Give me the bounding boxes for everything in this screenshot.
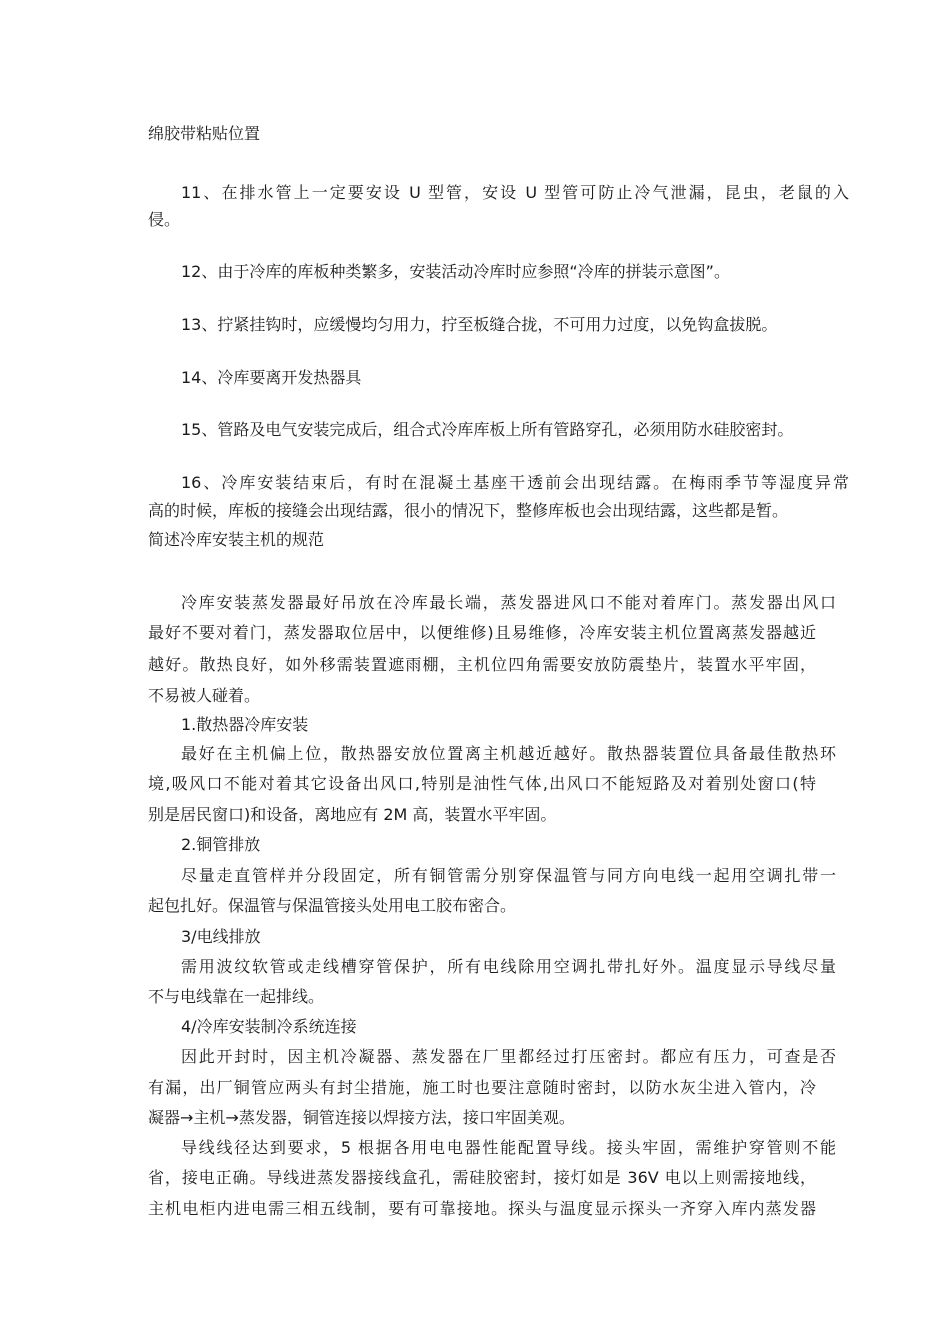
item-13: 13、拧紧挂钩时，应缓慢均匀用力，拧至板缝合拢，不可用力过度，以免钩盒拔脱。 xyxy=(181,315,778,334)
section-5-line-2: 省，接电正确。导线进蒸发器接线盒孔，需硅胶密封，接灯如是 36V 电以上则需接地线， xyxy=(148,1168,816,1187)
section-1-line-3: 别是居民窗口)和设备，离地应有 2M 高，装置水平牢固。 xyxy=(148,805,557,824)
section-2-line-2: 起包扎好。保温管与保温管接头处用电工胶布密合。 xyxy=(148,896,517,915)
section-4-line-3: 凝器→主机→蒸发器，铜管连接以焊接方法，接口牢固美观。 xyxy=(148,1108,575,1127)
intro-line-1: 冷库安装蒸发器最好吊放在冷库最长端，蒸发器进风口不能对着库门。蒸发器出风口 xyxy=(181,593,836,612)
item-12: 12、由于冷库的库板种类繁多，安装活动冷库时应参照“冷库的拼装示意图”。 xyxy=(181,262,730,281)
section-4-line-1: 因此开封时，因主机冷凝器、蒸发器在厂里都经过打压密封。都应有压力，可查是否 xyxy=(181,1047,836,1066)
section-2-title: 2.铜管排放 xyxy=(181,835,261,854)
section-5-line-3: 主机电柜内进电需三相五线制，要有可靠接地。探头与温度显示探头一齐穿入库内蒸发器 xyxy=(148,1199,816,1218)
section-1-line-1: 最好在主机偏上位，散热器安放位置离主机越近越好。散热器装置位具备最佳散热环 xyxy=(181,744,836,763)
section-5-line-1: 导线线径达到要求，5 根据各用电电器性能配置导线。接头牢固，需维护穿管则不能 xyxy=(181,1138,836,1157)
section-4-title: 4/冷库安装制冷系统连接 xyxy=(181,1017,357,1036)
heading-top: 绵胶带粘贴位置 xyxy=(148,124,261,143)
section-3-title: 3/电线排放 xyxy=(181,927,261,946)
item-11-line-2: 侵。 xyxy=(148,210,181,229)
section-1-line-2: 境,吸风口不能对着其它设备出风口,特别是油性气体,出风口不能短路及对着别处窗口(特 xyxy=(148,774,816,793)
item-11-line-1: 11、在排水管上一定要安设 U 型管，安设 U 型管可防止冷气泄漏，昆虫，老鼠的入 xyxy=(181,183,849,202)
section-3-line-1: 需用波纹软管或走线槽穿管保护，所有电线除用空调扎带扎好外。温度显示导线尽量 xyxy=(181,957,836,976)
intro-line-3: 越好。散热良好，如外移需装置遮雨棚，主机位四角需要安放防震垫片，装置水平牢固， xyxy=(148,655,816,674)
section-3-line-2: 不与电线靠在一起排线。 xyxy=(148,987,325,1006)
section-2-line-1: 尽量走直管样并分段固定，所有铜管需分别穿保温管与同方向电线一起用空调扎带一 xyxy=(181,866,836,885)
section-4-line-2: 有漏，出厂铜管应两头有封尘措施，施工时也要注意随时密封，以防水灰尘进入管内，冷 xyxy=(148,1078,816,1097)
intro-line-4: 不易被人碰着。 xyxy=(148,686,261,705)
section-1-title: 1.散热器冷库安装 xyxy=(181,715,309,734)
item-14: 14、冷库要离开发热器具 xyxy=(181,368,362,387)
item-16-line-1: 16、冷库安装结束后，有时在混凝土基座干透前会出现结露。在梅雨季节等湿度异常 xyxy=(181,473,849,492)
section-title: 简述冷库安装主机的规范 xyxy=(148,530,325,549)
intro-line-2: 最好不要对着门，蒸发器取位居中，以便维修)且易维修，冷库安装主机位置离蒸发器越近 xyxy=(148,623,816,642)
item-15: 15、管路及电气安装完成后，组合式冷库库板上所有管路穿孔，必须用防水硅胶密封。 xyxy=(181,420,794,439)
item-16-line-2: 高的时候，库板的接缝会出现结露，很小的情况下，整修库板也会出现结露，这些都是暂。 xyxy=(148,501,789,520)
